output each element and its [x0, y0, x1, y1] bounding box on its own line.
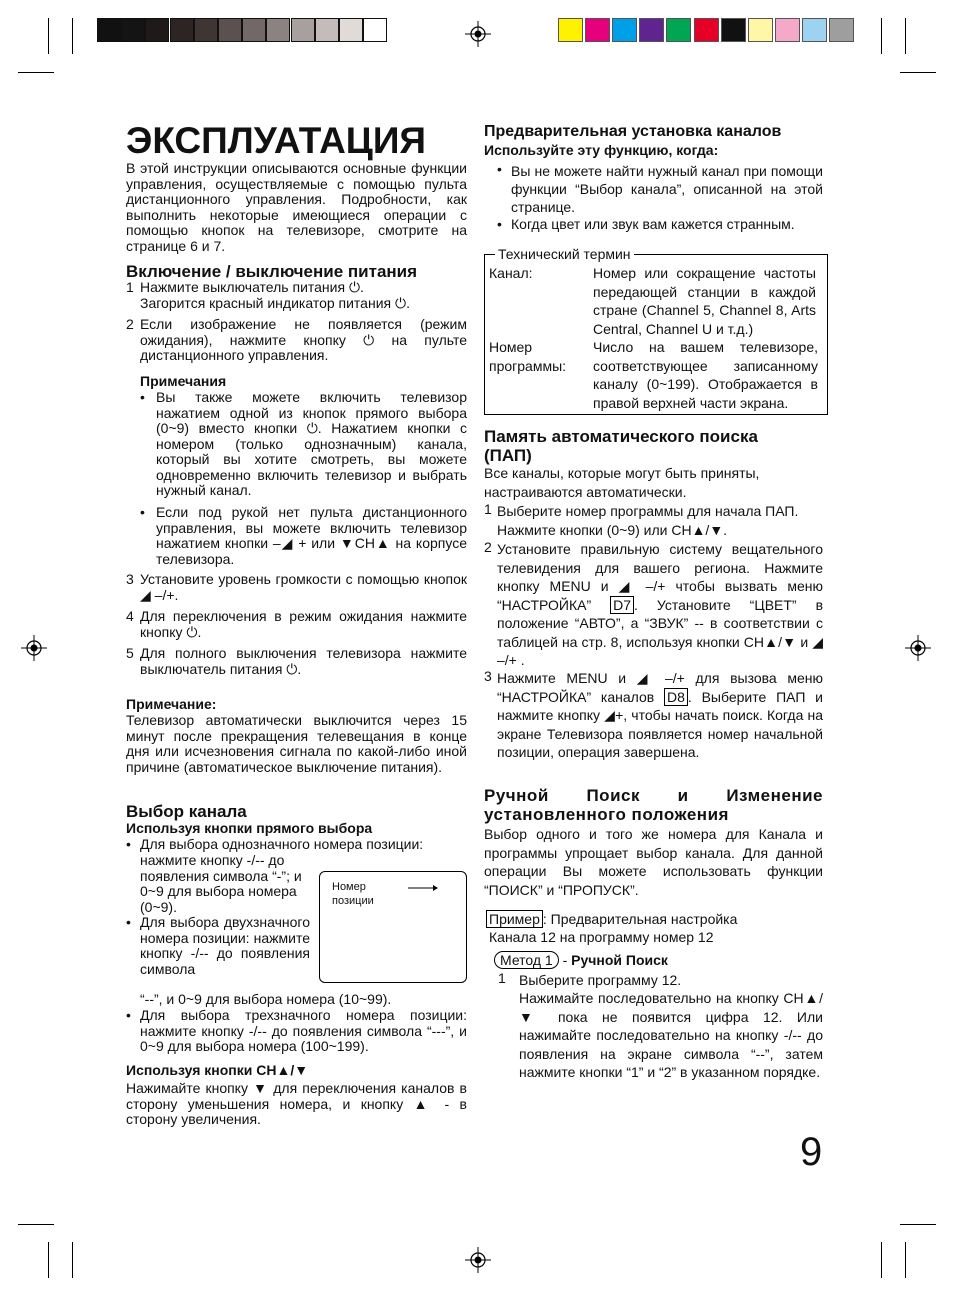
bullet: • [126, 836, 131, 852]
term-value-channel: Номер или сокращение частоты передающей станции в каждой стране (Channel 5, Channel 8, Arts Central, Channel U и т.д.) [593, 265, 816, 337]
term-value-program: Число на вашем телевизоре, соответствующее записанному каналу (0~199). Отображается в правой верхней части экрана. [593, 339, 818, 411]
color-swatch [829, 18, 854, 42]
auto-step-2: Установите правильную систему вещательного телевидения для вашего региона. Нажмите кнопку MENU и ◢ –/+ чтобы вызвать меню “НАСТРОЙКА” D7 . Установите “ЦВЕТ” в положение “АВТО”, а “ЗВУК” -- в соответствии с таблицей на стр. 8, используя кнопки CH▲/▼ и ◢ –/+ . [497, 541, 824, 668]
color-swatch [585, 18, 610, 42]
crop-mark [48, 1242, 49, 1278]
example-tag: Пример [486, 910, 543, 928]
step-number: 1 [126, 279, 134, 295]
power-heading: Включение / выключение питания [126, 262, 418, 281]
direct-buttons-subheading: Используя кнопки прямого выбора [126, 820, 373, 836]
step-number: 1 [484, 501, 492, 517]
power-step-3: Установите уровень громкости с помощью кнопок ◢ –/+. [140, 571, 467, 603]
step-number: 4 [126, 608, 134, 624]
step-number: 3 [484, 668, 492, 684]
three-digit-text: Для выбора трехзначного номера позиции: нажмите кнопку -/-- до появления символа “---”, и 0~9 для выбора номера (100~199). [140, 1007, 467, 1054]
manual-search-heading: Ручной Поиск и Изменение установленного положения [484, 786, 823, 824]
menu-ref-tag: D7 [610, 596, 634, 614]
auto-step-3: Нажмите MENU и ◢ –/+ для вызова меню “НАСТРОЙКА” каналов D8 . Выберите ПАП и нажмите кнопку ◢+, чтобы начать поиск. Когда на экране Телевизора появляется номер начальной позиции, операция завершена. [497, 670, 823, 760]
intro-paragraph: В этой инструкции описываются основные функции управления, осуществляемые с помощью пульта дистанционного управления. Подробности, как выполнить некоторые имеющиеся операции с помощью кнопок на телевизоре, смотрите на странице 6 и 7. [126, 160, 467, 254]
bullet: • [140, 389, 145, 405]
bullet: • [497, 216, 502, 232]
color-swatch [612, 18, 637, 42]
color-swatch [802, 18, 827, 42]
bullet: • [126, 1007, 131, 1023]
preset-subheading: Используйте эту функцию, когда: [484, 142, 719, 158]
bullet: • [126, 914, 131, 930]
gray-swatch [218, 18, 242, 42]
tv-screen-illustration [319, 871, 467, 983]
step-number: 1 [498, 970, 506, 986]
step-number: 2 [126, 316, 134, 332]
preset-bullet-2: Когда цвет или звук вам кажется странным. [511, 216, 795, 232]
crop-mark [18, 1224, 54, 1225]
gray-swatch [194, 18, 218, 42]
crop-mark [48, 18, 49, 54]
auto-search-heading: Память автоматического поиска (ПАП) [484, 427, 758, 465]
manual-step-1b: Нажимайте последовательно на кнопку CH▲/▼ пока не появится цифра 12. Или нажимайте последовательно на кнопку -/-- до появления на экране символа “--”, затем нажмите кнопки “1” и “2” в указанном порядке. [519, 990, 823, 1080]
crop-mark [72, 18, 73, 54]
gray-swatch [291, 18, 315, 42]
gray-swatch [339, 18, 363, 42]
color-swatch [639, 18, 664, 42]
registration-mark-icon [465, 21, 491, 47]
manual-step-1: Выберите программу 12. [519, 972, 682, 988]
ch-buttons-text: Нажимайте кнопку ▼ для переключения каналов в сторону уменьшения номера, и кнопку ▲ - в сторону увеличения. [126, 1080, 467, 1127]
gray-swatch [121, 18, 145, 42]
crop-mark [905, 1242, 906, 1278]
channel-heading: Выбор канала [126, 802, 247, 821]
manual-search-intro: Выбор одного и того же номера для Канала и программы упрощает выбор канала. Для данной операции Вы можете использовать функции “ПОИСК” и “ПРОПУСК”. [484, 826, 823, 898]
registration-mark-icon [905, 635, 931, 661]
term-caption: Технический термин [495, 246, 634, 262]
power-note-1: Вы также можете включить телевизор нажатием одной из кнопок прямого выбора (0~9) вместо кнопки ⏻. Нажатием кнопки с номером (только однозначным) канала, который вы хотите смотреть, вы можете одновременно включить телевизор и выбрать нужный канал. [156, 389, 467, 498]
color-swatch [721, 18, 746, 42]
crop-mark [905, 18, 906, 54]
crop-mark [900, 1224, 936, 1225]
crop-mark [18, 72, 54, 73]
crop-mark [72, 1242, 73, 1278]
power-note-2: Если под рукой нет пульта дистанционного управления, вы можете включить телевизор нажатием кнопки –◢ + или ▼CH▲ на корпусе телевизора. [156, 504, 467, 567]
arrow-icon [408, 884, 438, 892]
power-step-1b: Загорится красный индикатор питания ⏻. [140, 295, 410, 311]
auto-step-1: Выберите номер программы для начала ПАП. Нажмите кнопки (0~9) или CH▲/▼. [497, 503, 799, 538]
page-title: ЭКСПЛУАТАЦИЯ [126, 120, 427, 161]
step-number: 3 [126, 571, 134, 587]
auto-off-note: Телевизор автоматически выключится через 15 минут после прекращения телевещания в конце дня или исчезновения сигнала по какой-либо иной причине (автоматическое выключение питания). [126, 712, 467, 775]
screen-label: Номер позиции [332, 881, 374, 907]
color-swatch [775, 18, 800, 42]
gray-swatch [170, 18, 194, 42]
gray-swatch [97, 18, 121, 42]
crop-mark [900, 72, 936, 73]
registration-mark-icon [465, 1247, 491, 1273]
gray-swatch [315, 18, 339, 42]
color-swatch [558, 18, 583, 42]
color-swatch [748, 18, 773, 42]
single-digit-line1: Для выбора однозначного номера позиции: [140, 836, 424, 852]
method-line: Метод 1 - Ручной Поиск [494, 951, 668, 969]
preset-heading: Предварительная установка каналов [484, 123, 782, 140]
registration-mark-icon [21, 635, 47, 661]
power-step-1: Нажмите выключатель питания ⏻. [140, 279, 364, 295]
ch-buttons-subheading: Используя кнопки CH▲/▼ [126, 1062, 309, 1078]
two-digit-text: Для выбора двухзначного номера позиции: нажмите кнопку -/-- до появления символа [140, 914, 310, 977]
preset-bullet-1: Вы не можете найти нужный канал при помощи функции “Выбор канала”, описанной на этой странице. [511, 163, 823, 215]
gray-swatch [242, 18, 266, 42]
power-step-5: Для полного выключения телевизора нажмите выключатель питания ⏻. [140, 645, 467, 677]
term-key-program: Номер программы: [489, 339, 567, 374]
term-key-channel: Канал: [489, 265, 533, 281]
power-step-4: Для переключения в режим ожидания нажмите кнопку ⏻. [140, 608, 467, 640]
example-line: Пример : Предварительная настройка [486, 910, 826, 929]
single-digit-rest: нажмите кнопку -/-- до появления символа “-”; и 0~9 для выбора номера (0~9). [140, 852, 302, 915]
color-swatch [666, 18, 691, 42]
gray-swatch [363, 18, 387, 42]
two-digit-end: “--”, и 0~9 для выбора номера (10~99). [140, 991, 392, 1007]
gray-swatch [266, 18, 290, 42]
menu-ref-tag: D8 [664, 688, 688, 706]
crop-mark [881, 1242, 882, 1278]
method-tag: Метод 1 [494, 951, 559, 969]
page-number: 9 [800, 1130, 823, 1174]
notes-label: Примечания [140, 373, 227, 389]
example-line-2: Канала 12 на программу номер 12 [489, 929, 714, 945]
step-number: 5 [126, 645, 134, 661]
power-step-2: Если изображение не появляется (режим ожидания), нажмите кнопку ⏻ на пульте дистанционного управления. [140, 316, 467, 363]
bullet: • [497, 161, 502, 177]
color-swatch [694, 18, 719, 42]
crop-mark [881, 18, 882, 54]
note-label: Примечание: [126, 696, 217, 712]
gray-swatch [145, 18, 169, 42]
auto-search-intro: Все каналы, которые могут быть приняты, настраиваются автоматически. [484, 465, 760, 500]
technical-term-box [484, 246, 828, 415]
bullet: • [140, 504, 145, 520]
step-number: 2 [484, 539, 492, 555]
